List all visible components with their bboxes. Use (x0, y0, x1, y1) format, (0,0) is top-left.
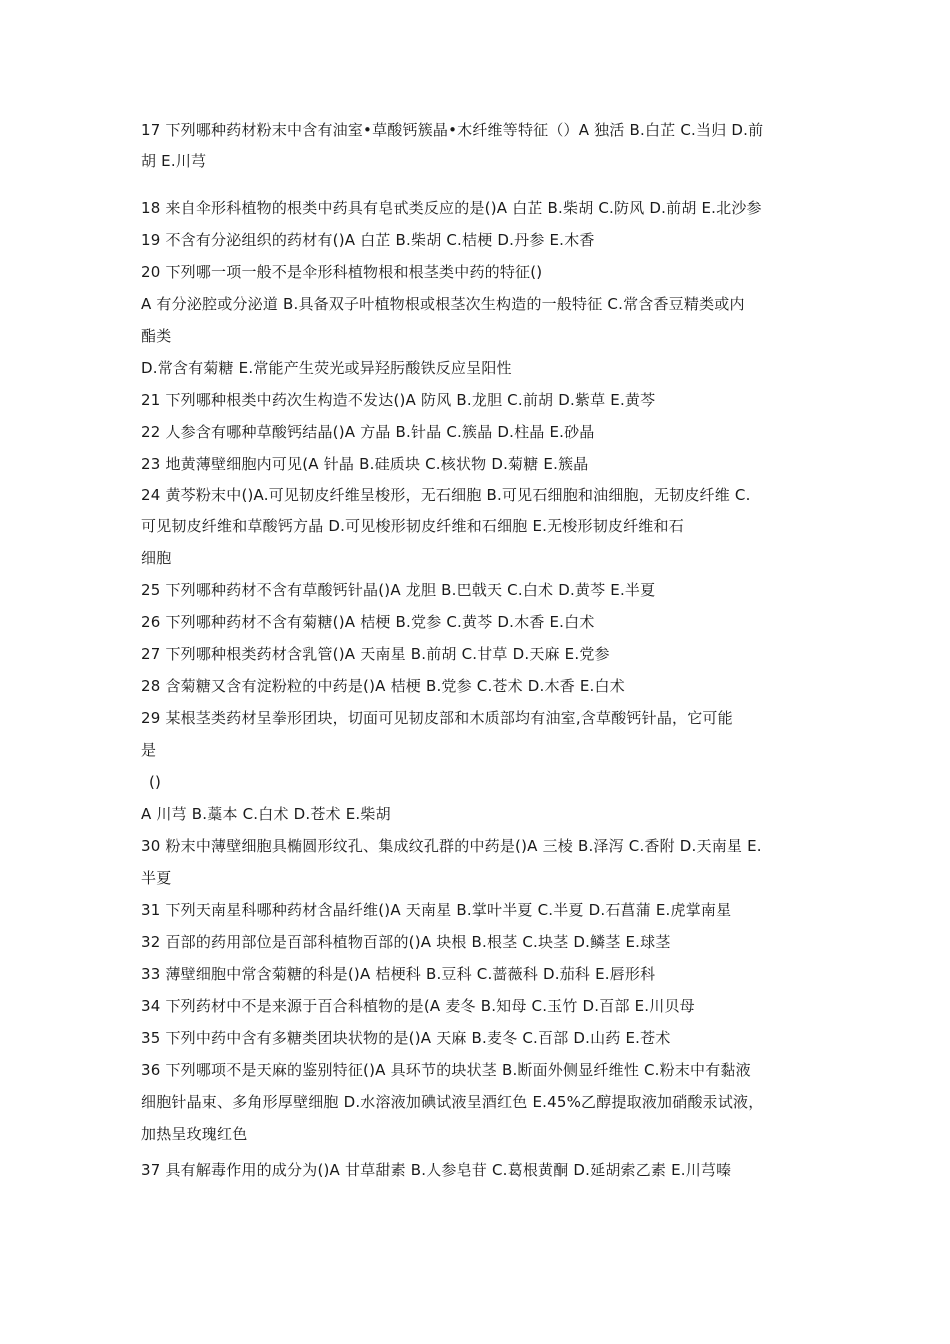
question-20-line-4: D.常含有菊糖 E.常能产生荧光或异羟肟酸铁反应呈阳性 (141, 359, 512, 377)
question-21: 21 下列哪种根类中药次生构造不发达()A 防风 B.龙胆 C.前胡 D.紫草 E.黄芩 (141, 391, 656, 409)
question-18: 18 来自伞形科植物的根类中药具有皂甙类反应的是()A 白芷 B.柴胡 C.防风 D.前胡 E.北沙参 (141, 199, 762, 217)
question-30-line-1: 30 粉末中薄壁细胞具椭圆形纹孔、集成纹孔群的中药是()A 三棱 B.泽泻 C.香附 D.天南星 E. (141, 837, 762, 855)
question-34: 34 下列药材中不是来源于百合科植物的是(A 麦冬 B.知母 C.玉竹 D.百部 E.川贝母 (141, 997, 695, 1015)
question-27: 27 下列哪种根类药材含乳管()A 天南星 B.前胡 C.甘草 D.天麻 E.党参 (141, 645, 610, 663)
question-17-line-1: 17 下列哪种药材粉末中含有油室•草酸钙簇晶•木纤维等特征（）A 独活 B.白芷 C.当归 D.前 (141, 121, 764, 139)
question-20-line-3: 酯类 (141, 327, 172, 345)
question-36-line-1: 36 下列哪项不是天麻的鉴别特征()A 具环节的块状茎 B.断面外侧显纤维性 C.粉末中有黏液 (141, 1061, 751, 1079)
question-35: 35 下列中药中含有多糖类团块状物的是()A 天麻 B.麦冬 C.百部 D.山药 E.苍术 (141, 1029, 671, 1047)
question-20-line-2: A 有分泌腔或分泌道 B.具备双子叶植物根或根茎次生构造的一般特征 C.常含香豆精类或内 (141, 295, 745, 313)
question-19: 19 不含有分泌组织的药材有()A 白芷 B.柴胡 C.桔梗 D.丹参 E.木香 (141, 231, 595, 249)
question-29-line-4: A 川芎 B.藁本 C.白术 D.苍术 E.柴胡 (141, 805, 391, 823)
question-23: 23 地黄薄壁细胞内可见(A 针晶 B.硅质块 C.核状物 D.菊糖 E.簇晶 (141, 455, 589, 473)
question-29-line-2: 是 (141, 741, 157, 759)
question-22: 22 人参含有哪种草酸钙结晶()A 方晶 B.针晶 C.簇晶 D.柱晶 E.砂晶 (141, 423, 595, 441)
question-30-line-2: 半夏 (141, 869, 172, 887)
question-24-line-3: 细胞 (141, 549, 172, 567)
question-17-line-2: 胡 E.川芎 (141, 152, 207, 170)
question-31: 31 下列天南星科哪种药材含晶纤维()A 天南星 B.掌叶半夏 C.半夏 D.石菖蒲 E.虎掌南星 (141, 901, 732, 919)
question-20-line-1: 20 下列哪一项一般不是伞形科植物根和根茎类中药的特征() (141, 263, 543, 281)
question-36-line-3: 加热呈玫瑰红色 (141, 1125, 248, 1143)
question-33: 33 薄壁细胞中常含菊糖的科是()A 桔梗科 B.豆科 C.蔷薇科 D.茄科 E.唇形科 (141, 965, 656, 983)
question-36-line-2: 细胞针晶束、多角形厚壁细胞 D.水溶液加碘试液呈酒红色 E.45%乙醇提取液加硝酸汞试液， (141, 1093, 764, 1111)
question-24-line-1: 24 黄芩粉末中()A.可见韧皮纤维呈梭形，无石细胞 B.可见石细胞和油细胞，无韧皮纤维 C. (141, 486, 751, 504)
question-24-line-2: 可见韧皮纤维和草酸钙方晶 D.可见梭形韧皮纤维和石细胞 E.无梭形韧皮纤维和石 (141, 517, 684, 535)
question-32: 32 百部的药用部位是百部科植物百部的()A 块根 B.根茎 C.块茎 D.鳞茎 E.球茎 (141, 933, 671, 951)
question-25: 25 下列哪种药材不含有草酸钙针晶()A 龙胆 B.巴戟天 C.白术 D.黄芩 E.半夏 (141, 581, 656, 599)
question-37: 37 具有解毒作用的成分为()A 甘草甜素 B.人参皂苷 C.葛根黄酮 D.延胡索乙素 E.川芎嗪 (141, 1161, 732, 1179)
question-29-line-1: 29 某根茎类药材呈拳形团块，切面可见韧皮部和木质部均有油室,含草酸钙针晶，它可能 (141, 709, 733, 727)
question-28: 28 含菊糖又含有淀粉粒的中药是()A 桔梗 B.党参 C.苍术 D.木香 E.白术 (141, 677, 625, 695)
question-26: 26 下列哪种药材不含有菊糖()A 桔梗 B.党参 C.黄芩 D.木香 E.白术 (141, 613, 595, 631)
question-29-line-3: () (149, 773, 162, 791)
